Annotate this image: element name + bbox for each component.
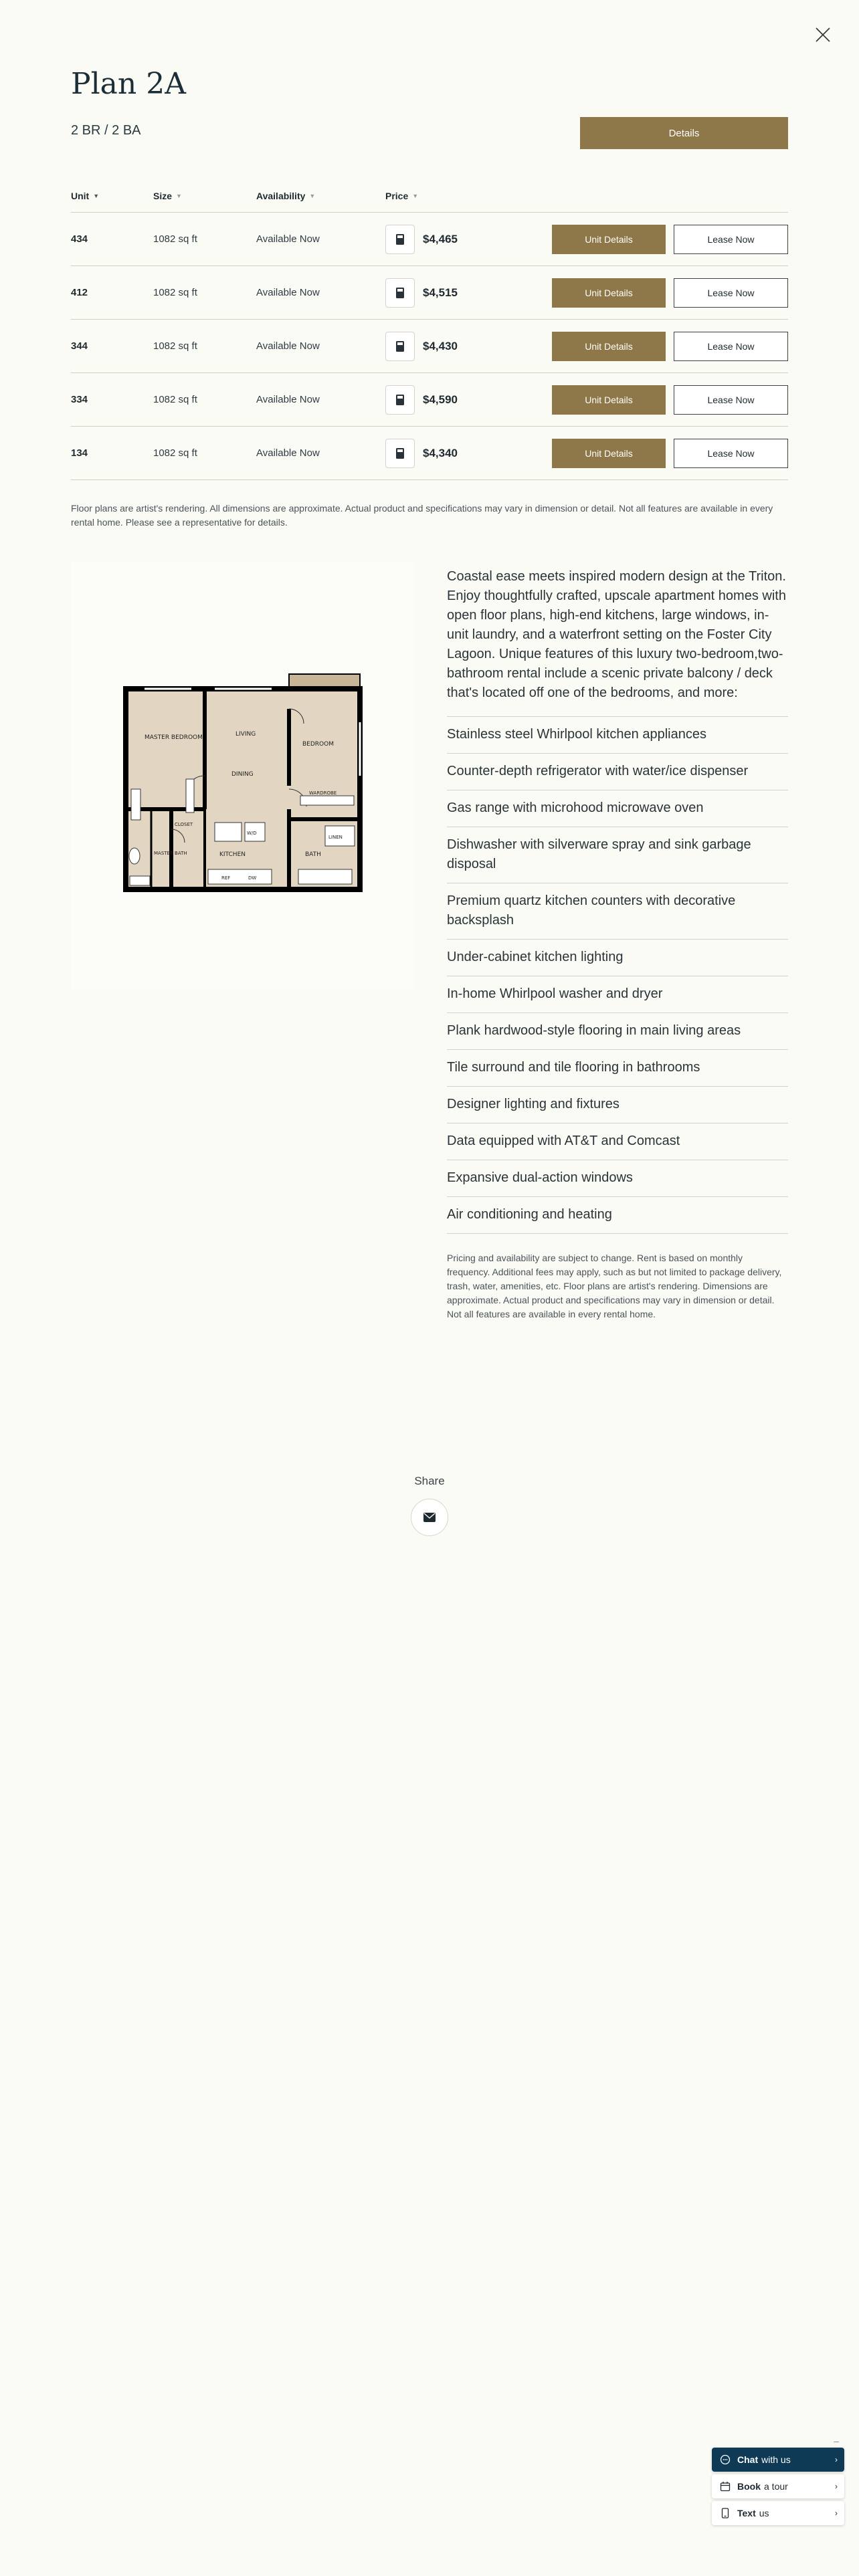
unit-number: 412 [71, 287, 88, 298]
plan-description-column [447, 567, 788, 1321]
table-row [71, 266, 788, 320]
close-button[interactable] [809, 21, 836, 48]
table-header [71, 179, 788, 213]
feature-item: Premium quartz kitchen counters with decorative backsplash [447, 883, 788, 939]
column-header: Unit [71, 190, 90, 201]
unit-details-button[interactable]: Unit Details [552, 278, 666, 308]
sort-caret-icon: ▼ [309, 192, 316, 199]
plan-subtitle: 2 BR / 2 BA [71, 123, 141, 138]
unit-size: 1082 sq ft [153, 447, 197, 459]
sort-availability[interactable] [256, 191, 315, 201]
close-icon [809, 21, 836, 48]
sort-caret-icon: ▼ [412, 192, 419, 199]
page-title: Plan 2A [71, 67, 187, 101]
minimize-icon[interactable]: – [834, 2436, 839, 2446]
lease-now-button[interactable]: Lease Now [674, 225, 788, 254]
chat-label-bold: Chat [737, 2454, 759, 2465]
units-table [71, 179, 788, 480]
plan-description: Coastal ease meets inspired modern design at the Triton. Enjoy thoughtfully crafted, upscale apartment homes with open floor plans, high-end kitchens, large windows, in-unit laundry, and a waterfront setting on the Foster City Lagoon. Unique features of this luxury two-bedroom,two-bathroom rental include a scenic private balcony / deck that's located off one of the bedrooms, and more: [447, 569, 786, 700]
feature-item: Counter-depth refrigerator with water/ice dispenser [447, 753, 788, 790]
chevron-right-icon: › [835, 2508, 838, 2518]
unit-size: 1082 sq ft [153, 287, 197, 298]
chat-button[interactable] [712, 2448, 844, 2472]
feature-item: Stainless steel Whirlpool kitchen appliances [447, 716, 788, 753]
calculator-icon [396, 448, 404, 459]
table-body [71, 213, 788, 480]
sort-unit[interactable] [71, 191, 99, 201]
text-label-bold: Text [737, 2508, 756, 2518]
sort-caret-icon: ▼ [93, 192, 100, 199]
unit-availability: Available Now [256, 447, 320, 459]
floorplan-label: MASTER BATH [154, 851, 187, 856]
calculator-icon [396, 288, 404, 298]
unit-size: 1082 sq ft [153, 233, 197, 245]
feature-item: In-home Whirlpool washer and dryer [447, 976, 788, 1012]
lease-now-button[interactable]: Lease Now [674, 332, 788, 361]
contact-widget [712, 2436, 844, 2528]
unit-details-button[interactable]: Unit Details [552, 385, 666, 415]
table-row [71, 373, 788, 427]
chat-icon [720, 2454, 731, 2465]
unit-details-button[interactable]: Unit Details [552, 332, 666, 361]
floorplan-label: MASTER BEDROOM [145, 734, 203, 741]
calculator-icon [396, 395, 404, 405]
chat-label: with us [761, 2454, 791, 2465]
envelope-icon [423, 1513, 436, 1522]
calculator-icon [396, 234, 404, 245]
feature-item: Data equipped with AT&T and Comcast [447, 1123, 788, 1160]
floorplan-label: LIVING [235, 731, 256, 738]
feature-item: Tile surround and tile flooring in bathrooms [447, 1049, 788, 1086]
floorplan-label: W/D [247, 831, 257, 836]
unit-price: $4,430 [423, 339, 458, 352]
floorplan-label: DW [248, 875, 257, 881]
unit-number: 344 [71, 340, 88, 352]
column-header: Size [153, 190, 173, 201]
features-list [447, 716, 788, 1234]
share-email-button[interactable] [411, 1499, 448, 1536]
chevron-right-icon: › [835, 2482, 838, 2491]
table-row [71, 213, 788, 266]
feature-item: Designer lighting and fixtures [447, 1086, 788, 1123]
lease-now-button[interactable]: Lease Now [674, 278, 788, 308]
share-label: Share [414, 1475, 445, 1487]
feature-item: Expansive dual-action windows [447, 1160, 788, 1196]
unit-price: $4,340 [423, 446, 458, 459]
lease-now-button[interactable]: Lease Now [674, 439, 788, 468]
feature-item: Plank hardwood-style flooring in main living areas [447, 1012, 788, 1049]
unit-number: 434 [71, 233, 88, 245]
unit-number: 134 [71, 447, 88, 459]
unit-details-button[interactable]: Unit Details [552, 439, 666, 468]
sort-price[interactable] [385, 191, 418, 201]
book-label: a tour [764, 2481, 788, 2492]
share-section [0, 1475, 859, 1536]
floorplan-disclaimer: Floor plans are artist's rendering. All dimensions are approximate. Actual product and specifications may vary in dimension or detail. Not all features are available in every rental home. Please see a representative for details. [71, 503, 773, 528]
floorplan-image [71, 562, 415, 990]
price-calculator-button[interactable] [385, 278, 415, 308]
floorplan-label: LINEN [328, 835, 343, 840]
unit-number: 334 [71, 394, 88, 405]
price-calculator-button[interactable] [385, 332, 415, 361]
sort-caret-icon: ▼ [176, 192, 182, 199]
text-us-button[interactable] [712, 2501, 844, 2525]
unit-price: $4,515 [423, 286, 458, 299]
unit-availability: Available Now [256, 394, 320, 405]
calendar-icon [720, 2481, 731, 2492]
table-row [71, 427, 788, 480]
feature-item: Air conditioning and heating [447, 1196, 788, 1234]
text-label: us [759, 2508, 769, 2518]
floorplan-label: DINING [231, 771, 254, 778]
phone-icon [720, 2508, 731, 2518]
unit-size: 1082 sq ft [153, 394, 197, 405]
unit-availability: Available Now [256, 233, 320, 245]
column-header: Price [385, 190, 409, 201]
unit-availability: Available Now [256, 287, 320, 298]
lease-now-button[interactable]: Lease Now [674, 385, 788, 415]
feature-item: Under-cabinet kitchen lighting [447, 939, 788, 976]
book-label-bold: Book [737, 2481, 761, 2492]
floorplan-label: KITCHEN [219, 851, 246, 858]
floorplan-label: CLOSET [175, 822, 193, 827]
chevron-right-icon: › [835, 2455, 838, 2464]
unit-details-button[interactable]: Unit Details [552, 225, 666, 254]
book-tour-button[interactable] [712, 2474, 844, 2498]
calculator-icon [396, 341, 404, 352]
sort-size[interactable] [153, 191, 182, 201]
unit-availability: Available Now [256, 340, 320, 352]
feature-item: Dishwasher with silverware spray and sink garbage disposal [447, 827, 788, 883]
floorplan-drawing [71, 562, 415, 990]
price-calculator-button[interactable] [385, 225, 415, 254]
unit-price: $4,465 [423, 232, 458, 245]
price-calculator-button[interactable] [385, 439, 415, 468]
unit-size: 1082 sq ft [153, 340, 197, 352]
feature-item: Gas range with microhood microwave oven [447, 790, 788, 827]
unit-price: $4,590 [423, 393, 458, 406]
floorplan-label: BEDROOM [302, 741, 334, 748]
pricing-note: Pricing and availability are subject to change. Rent is based on monthly frequency. Additional fees may apply, such as but not limited to package delivery, trash, water, amenities, etc. Floor plans are artist's rendering. Dimensions are approximate. Actual product and specifications may vary in dimension or detail. Not all features are available in every rental home. [447, 1253, 782, 1319]
floorplan-label: WARDROBE [309, 790, 337, 796]
column-header: Availability [256, 190, 306, 201]
floorplan-label: REF [221, 875, 231, 881]
price-calculator-button[interactable] [385, 385, 415, 415]
table-row [71, 320, 788, 373]
floorplan-label: BATH [305, 851, 321, 858]
details-button[interactable]: Details [580, 117, 788, 149]
